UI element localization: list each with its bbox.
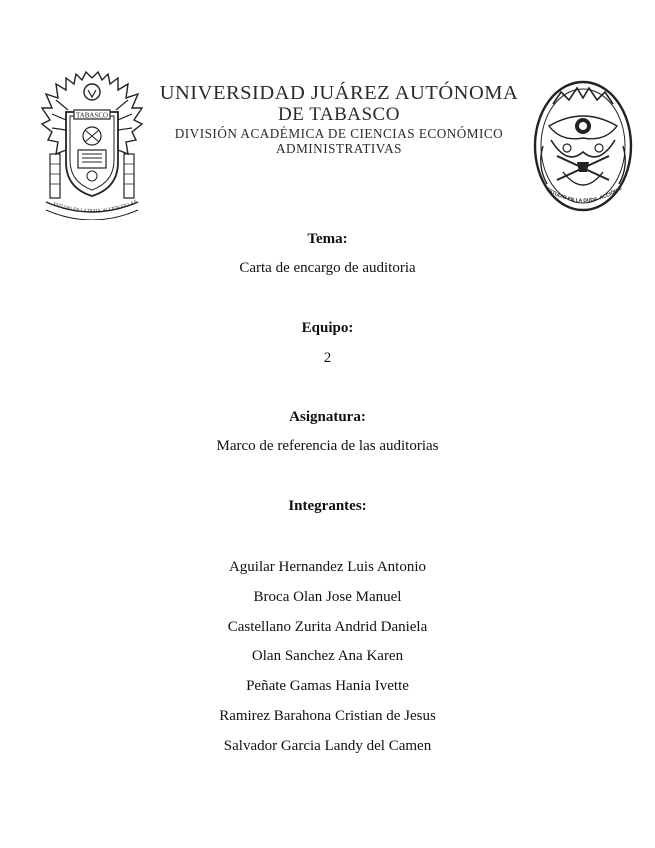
tema-value-row xyxy=(0,260,655,277)
university-name-line2: DE TABASCO xyxy=(278,104,400,125)
university-name-line1: UNIVERSIDAD JUÁREZ AUTÓNOMA xyxy=(159,82,519,104)
integrantes-label: Integrantes: xyxy=(288,498,367,514)
tema-label: Tema: xyxy=(307,231,348,247)
equipo-section xyxy=(0,320,655,337)
tema-section xyxy=(0,231,655,248)
member-name: Olan Sanchez Ana Karen xyxy=(251,648,404,665)
svg-text:ESTUDIO EN LA DUDA. ACCIÓN EN: ESTUDIO EN LA DUDA. ACCIÓN EN LA F xyxy=(52,198,138,214)
division-name-line1: DIVISIÓN ACADÉMICA DE CIENCIAS ECONÓMICO xyxy=(174,126,504,141)
equipo-value-row xyxy=(0,350,655,367)
member-name: Salvador Garcia Landy del Camen xyxy=(223,737,432,754)
university-title-block xyxy=(150,82,528,156)
svg-text:ESTUDIO EN LA DUDA. ACCIÓN EN: ESTUDIO EN LA DUDA. ACCIÓN E xyxy=(544,185,624,205)
asignatura-value: Marco de referencia de las auditorias xyxy=(216,438,439,454)
equipo-label: Equipo: xyxy=(301,320,354,336)
member-list xyxy=(0,557,655,766)
division-name-line2: ADMINISTRATIVAS xyxy=(276,141,402,156)
member-name: Peñate Gamas Hania Ivette xyxy=(246,678,409,695)
member-name: Castellano Zurita Andrid Daniela xyxy=(227,618,428,635)
equipo-value: 2 xyxy=(323,350,332,366)
asignatura-section xyxy=(0,409,655,426)
ujat-coat-of-arms-logo xyxy=(38,70,146,220)
asignatura-value-row xyxy=(0,438,655,455)
division-seal-logo xyxy=(531,76,635,216)
asignatura-label: Asignatura: xyxy=(289,409,366,425)
integrantes-section xyxy=(0,498,655,515)
tema-value: Carta de encargo de auditoria xyxy=(239,260,416,276)
member-name: Broca Olan Jose Manuel xyxy=(253,588,402,605)
svg-text:TABASCO: TABASCO xyxy=(75,111,109,120)
member-name: Ramirez Barahona Cristian de Jesus xyxy=(219,707,436,724)
member-name: Aguilar Hernandez Luis Antonio xyxy=(228,559,427,575)
